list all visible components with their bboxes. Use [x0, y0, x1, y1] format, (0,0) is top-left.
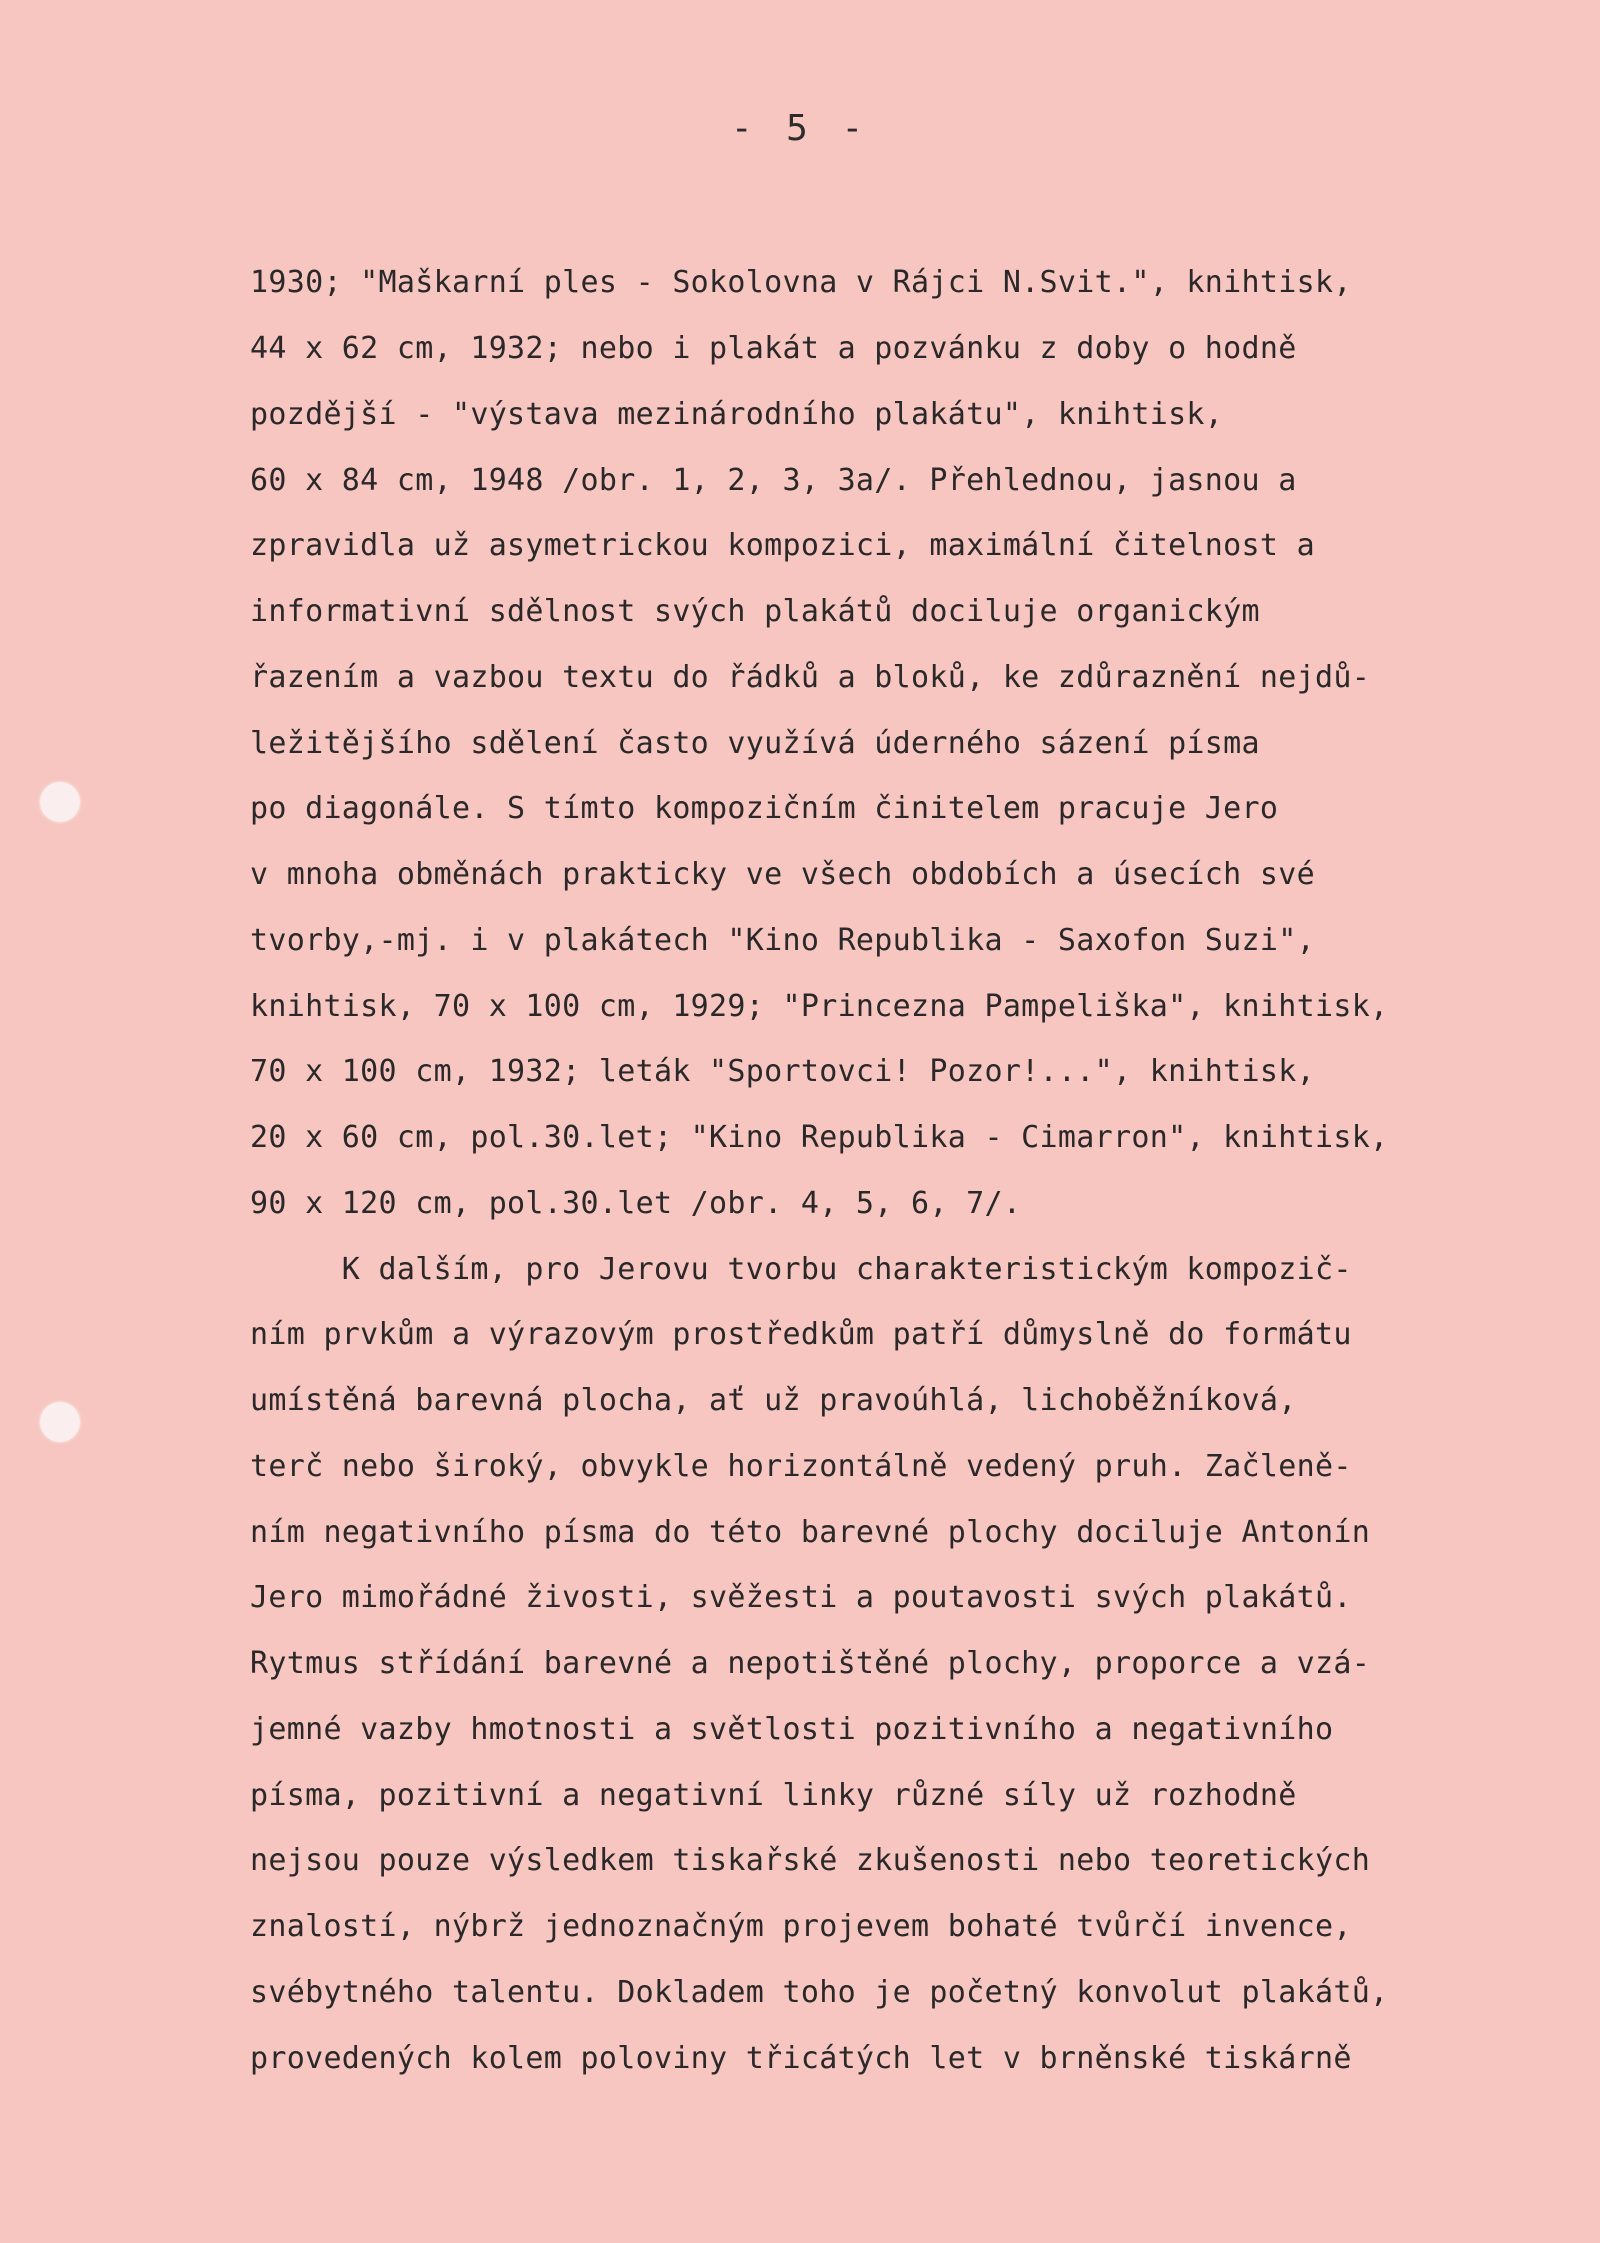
text-line: po diagonále. S tímto kompozičním činitelem pracuje Jero	[250, 791, 1279, 826]
text-line: umístěná barevná plocha, ať už pravoúhlá, lichoběžníková,	[250, 1383, 1297, 1418]
text-line: K dalším, pro Jerovu tvorbu charakteristickým kompozič-	[250, 1252, 1352, 1287]
text-line: terč nebo široký, obvykle horizontálně vedený pruh. Začleně-	[250, 1449, 1352, 1484]
text-line: knihtisk, 70 x 100 cm, 1929; "Princezna Pampeliška", knihtisk,	[250, 989, 1389, 1024]
page-number: - 5 -	[730, 108, 870, 149]
text-line: svébytného talentu. Dokladem toho je početný konvolut plakátů,	[250, 1975, 1389, 2010]
text-line: ním negativního písma do této barevné plochy dociluje Antonín	[250, 1515, 1371, 1550]
text-line: řazením a vazbou textu do řádků a bloků, ke zdůraznění nejdů-	[250, 660, 1371, 695]
punch-hole-bottom	[40, 1402, 80, 1442]
text-line: zpravidla už asymetrickou kompozici, maximální čitelnost a	[250, 528, 1315, 563]
text-line: znalostí, nýbrž jednoznačným projevem bohaté tvůrčí invence,	[250, 1909, 1352, 1944]
text-line: ním prvkům a výrazovým prostředkům patří důmyslně do formátu	[250, 1317, 1352, 1352]
text-line: 90 x 120 cm, pol.30.let /obr. 4, 5, 6, 7/.	[250, 1186, 1022, 1221]
text-line: ležitějšího sdělení často využívá úderného sázení písma	[250, 726, 1260, 761]
punch-hole-top	[40, 782, 80, 822]
text-line: 60 x 84 cm, 1948 /obr. 1, 2, 3, 3a/. Přehlednou, jasnou a	[250, 463, 1297, 498]
text-line: informativní sdělnost svých plakátů dociluje organickým	[250, 594, 1260, 629]
text-line: nejsou pouze výsledkem tiskařské zkušenosti nebo teoretických	[250, 1843, 1371, 1878]
text-line: pozdější - "výstava mezinárodního plakátu", knihtisk,	[250, 397, 1224, 432]
text-line: jemné vazby hmotnosti a světlosti pozitivního a negativního	[250, 1712, 1334, 1747]
text-line: tvorby,-mj. i v plakátech "Kino Republika - Saxofon Suzi",	[250, 923, 1315, 958]
text-line: 44 x 62 cm, 1932; nebo i plakát a pozvánku z doby o hodně	[250, 331, 1297, 366]
text-line: 70 x 100 cm, 1932; leták "Sportovci! Pozor!...", knihtisk,	[250, 1054, 1315, 1089]
text-line: 20 x 60 cm, pol.30.let; "Kino Republika - Cimarron", knihtisk,	[250, 1120, 1389, 1155]
text-line: Rytmus střídání barevné a nepotištěné plochy, proporce a vzá-	[250, 1646, 1371, 1681]
text-line: Jero mimořádné živosti, svěžesti a poutavosti svých plakátů.	[250, 1580, 1352, 1615]
text-line: 1930; "Maškarní ples - Sokolovna v Rájci N.Svit.", knihtisk,	[250, 265, 1352, 300]
text-line: písma, pozitivní a negativní linky různé síly už rozhodně	[250, 1778, 1297, 1813]
text-line: v mnoha obměnách prakticky ve všech obdobích a úsecích své	[250, 857, 1315, 892]
text-line: provedených kolem poloviny třicátých let v brněnské tiskárně	[250, 2041, 1352, 2076]
